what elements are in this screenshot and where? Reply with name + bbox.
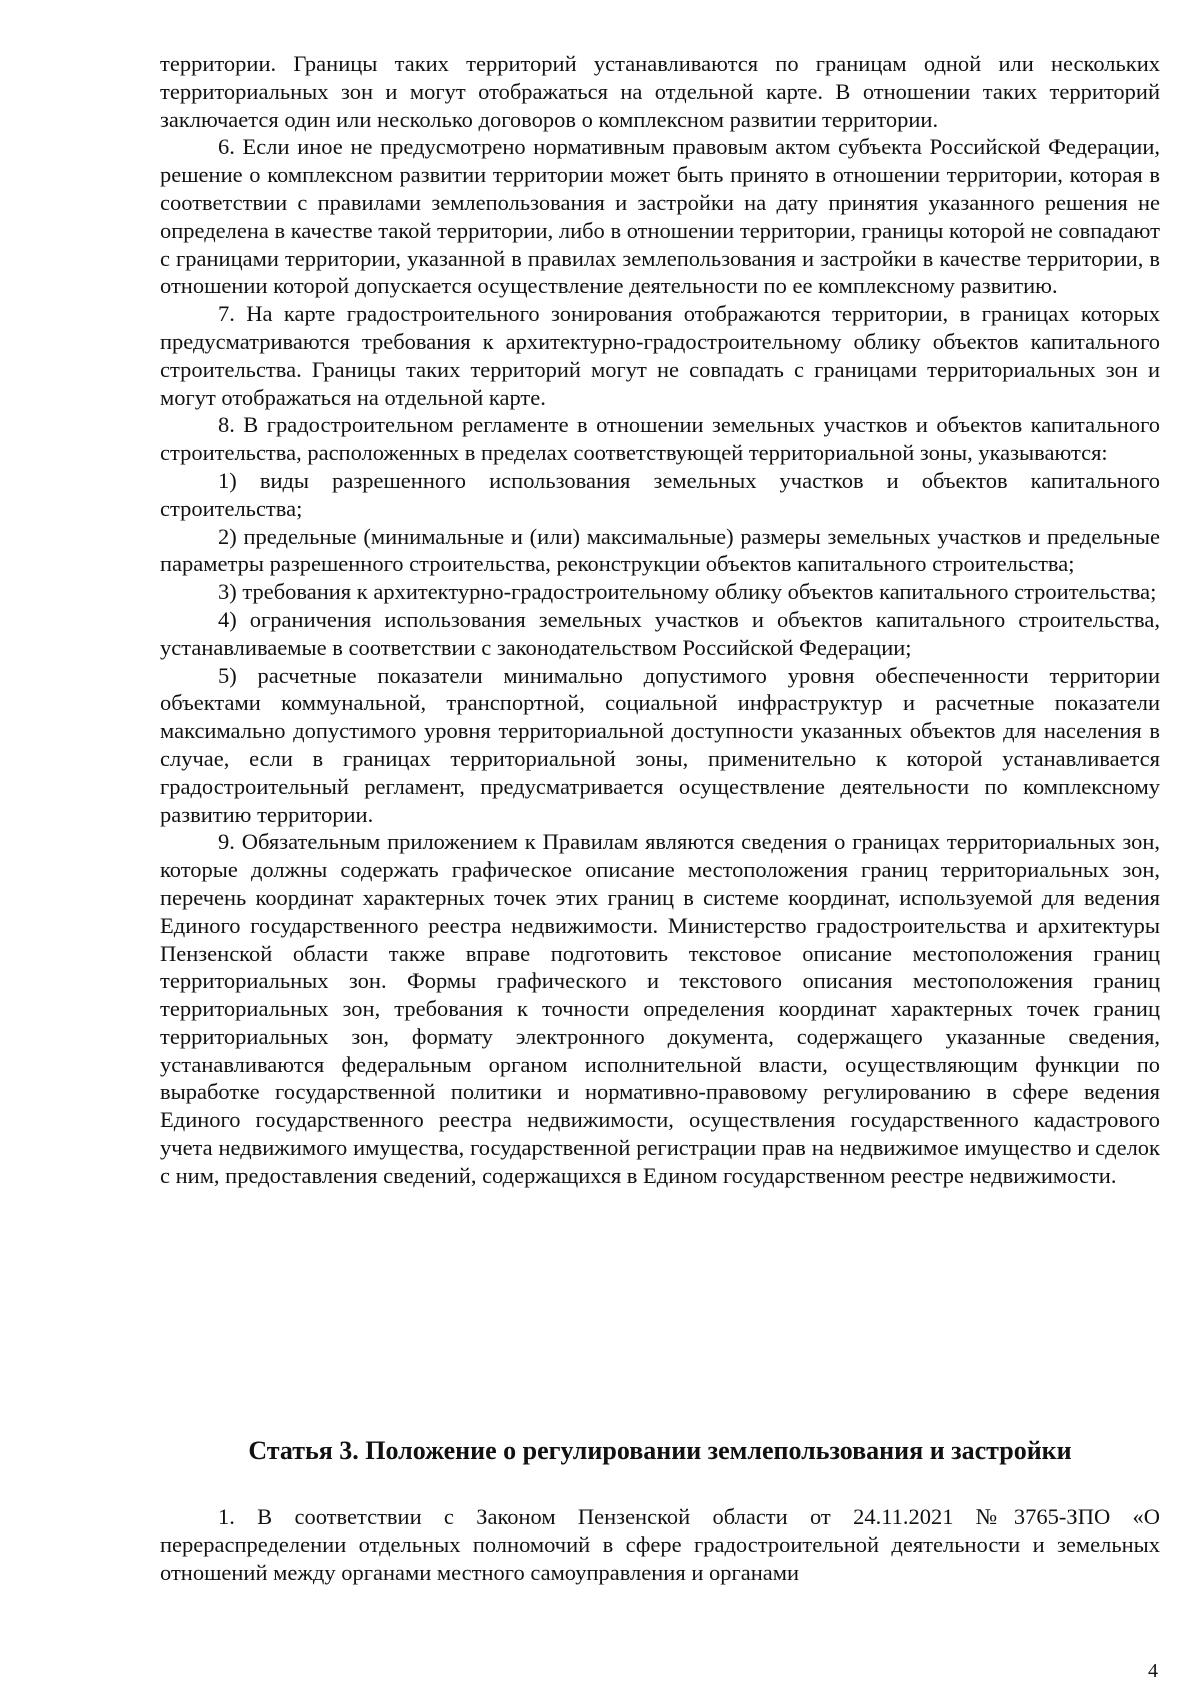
subitem-4: 4) ограничения использования земельных участков и объектов капитального строительства, устанавливаемые в соответствии с законодательством Российской Федерации; [160,606,1160,660]
subitem-3: 3) требования к архитектурно-градостроительному облику объектов капитального строительства; [218,579,1157,605]
paragraph-item-8: 8. В градостроительном регламенте в отношении земельных участков и объектов капитального строительства, расположенных в пределах соответствующей территориальной зоны, указываются: [160,412,1160,466]
article-body [160,1503,1160,1586]
paragraph-continuation: территории. Границы таких территорий устанавливаются по границам одной или нескольких территориальных зон и могут отображаться на отдельной карте. В отношении таких территорий заключается один или несколько договоров о комплексном развитии территории. [160,51,1160,132]
subitem-1: 1) виды разрешенного использования земельных участков и объектов капитального строительства; [160,467,1160,521]
paragraph-item-6: 6. Если иное не предусмотрено нормативным правовым актом субъекта Российской Федерации, решение о комплексном развитии территории может быть принято в отношении территории, которая в соответствии с правилами землепользования и застройки на дату принятия указанного решения не определена в качестве такой территории, либо в отношении территории, границы которой не совпадают с границами территории, указанной в правилах землепользования и застройки в качестве территории, в отношении которой допускается осуществление деятельности по ее комплексному развитию. [160,134,1160,299]
paragraph-article3-item-1: 1. В соответствии с Законом Пензенской области от 24.11.2021 №3765-ЗПО «О перераспределении отдельных полномочий в сфере градостроительной деятельности и земельных отношений между органами местного самоуправления и органами [160,1504,1160,1585]
paragraph-item-7: 7. На карте градостроительного зонирования отображаются территории, в границах которых предусматриваются требования к архитектурно-градостроительному облику объектов капитального строительства. Границы таких территорий могут не совпадать с границами территориальных зон и могут отображаться на отдельной карте. [160,301,1160,410]
paragraph-item-9: 9. Обязательным приложением к Правилам являются сведения о границах территориальных зон, которые должны содержать графическое описание местоположения границ территориальных зон, перечень координат характерных точек этих границ в системе координат, используемой для ведения Единого государственного реестра недвижимости. Министерство градостроительства и архитектуры Пензенской области также вправе подготовить текстовое описание местоположения границ территориальных зон. Формы графического и текстового описания местоположения границ территориальных зон, требования к точности определения координат характерных точек границ территориальных зон, формату электронного документа, содержащего указанные сведения, устанавливаются федеральным органом исполнительной власти, осуществляющим функции по выработке государственной политики и нормативно-правовому регулированию в сфере ведения Единого государственного реестра недвижимости, осуществления государственного кадастрового учета недвижимого имущества, государственной регистрации прав на недвижимое имущество и сделок с ним, предоставления сведений, содержащихся в Едином государственном реестре недвижимости. [160,829,1160,1188]
page-number: 4 [1148,1660,1158,1682]
subitem-5: 5) расчетные показатели минимально допустимого уровня обеспеченности территории объектами коммунальной, транспортной, социальной инфраструктур и расчетные показатели максимально допустимого уровня территориальной доступности указанных объектов для населения в случае, если в границах территориальной зоны, применительно к которой устанавливается градостроительный регламент, предусматривается осуществление деятельности по комплексному развитию территории. [160,662,1160,827]
subitem-2: 2) предельные (минимальные и (или) максимальные) размеры земельных участков и предельные параметры разрешенного строительства, реконструкции объектов капитального строительства; [160,523,1160,577]
document-body [160,50,1160,1190]
article-heading: Статья 3. Положение о регулировании землепользования и застройки [248,1436,1072,1465]
